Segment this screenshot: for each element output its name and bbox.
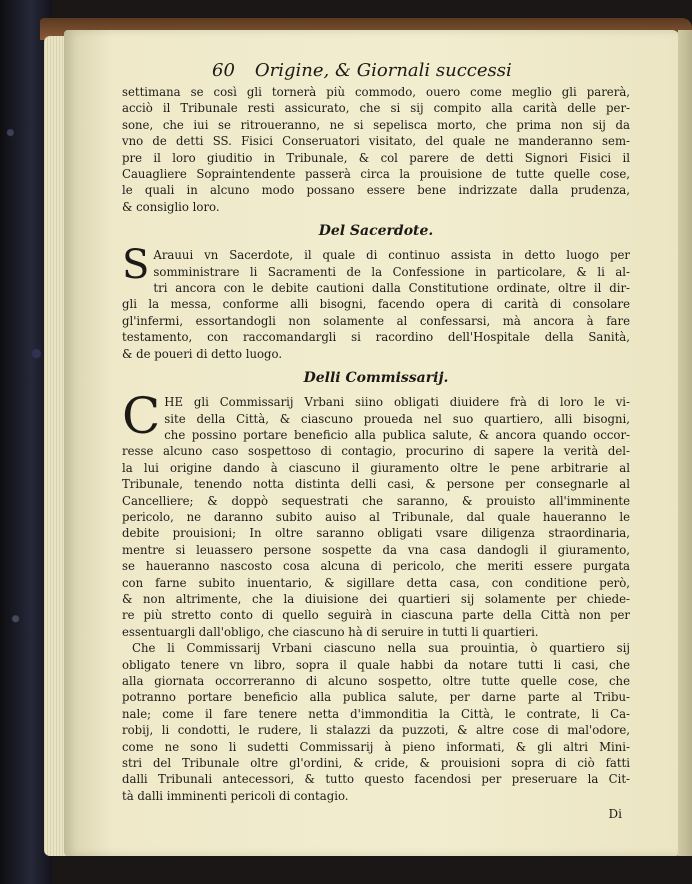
text-line: robij, li condotti, le rudere, li stalazzi da puzzoti, & altre cose di mal'odore, — [122, 723, 630, 738]
text-line: gli la messa, conforme alli bisogni, facendo opera di carità di consolare — [122, 297, 630, 312]
text-line: Tribunale, tenendo notta distinta delli casi, & persone per consegnarle al — [122, 477, 630, 492]
text-line: & non altrimente, che la diuisione dei quartieri sij solamente per chiede- — [122, 591, 630, 606]
text-line: & consiglio loro. — [122, 199, 220, 214]
text-line: vno de detti SS. Fisici Conseruatori visitato, del quale ne manderanno sem- — [122, 134, 630, 149]
text-line: Che li Commissarij Vrbani ciascuno nella sua prouintia, ò quartiero sij — [132, 641, 630, 656]
text-line: nale; come il fare tenere netta d'immonditia la Città, le contrate, li Ca- — [122, 706, 630, 721]
text-line: resse alcuno caso sospettoso di contagio, procurino di sapere la verità del- — [122, 444, 630, 459]
text-line: & de poueri di detto luogo. — [122, 346, 283, 361]
text-line: pericolo, ne daranno subito auiso al Tribunale, dal quale haueranno le — [122, 509, 630, 524]
text-line: con farne subito inuentario, & sigillare detta casa, con conditione però, — [122, 575, 630, 590]
text-line: alla giornata occorreranno di alcuno sospetto, oltre tutte quelle cose, che — [122, 674, 630, 688]
text-line: Cauagliere Sopraintendente passerà circa la prouisione de tutte quelle cose, — [122, 167, 630, 182]
text-line: obligato tenere vn libro, sopra il quale habbi da notare tutti li casi, che — [122, 657, 630, 672]
text-line: potranno portare beneficio alla publica salute, per darne parte al Tribu- — [122, 690, 630, 705]
text-line: site della Città, & ciascuno proueda nel suo quartiero, alli bisogni, — [164, 411, 630, 426]
catchword: Di — [608, 807, 622, 822]
paragraph-commissarij-libro — [122, 640, 630, 804]
intro-paragraph — [122, 84, 630, 215]
text-line: come ne sono li sudetti Commissarij à pieno informati, & gli altri Mini- — [122, 739, 630, 754]
section-commissarij — [122, 387, 630, 804]
text-line: somministrare li Sacramenti de la Confessione in particolare, & li al- — [153, 264, 630, 279]
text-line: tri ancora con le debite cautioni dalla Constitutione ordinate, oltre il dir- — [153, 281, 630, 296]
section-heading-commissarij: Delli Commissarij. — [303, 370, 449, 387]
text-line: la lui origine dando à ciascuno il giuramento oltre le pene arbitrarie al — [122, 460, 630, 475]
text-line: re più stretto conto di quello seguirà in ciascuna parte della Città non per — [122, 608, 630, 623]
text-line: debite prouisioni; In oltre saranno obligati vsare diligenza straordinaria, — [122, 526, 630, 541]
section-heading-sacerdote: Del Sacerdote. — [318, 223, 434, 240]
drop-cap: C — [122, 387, 161, 446]
text-line: Arauui vn Sacerdote, il quale di continuo assista in detto luogo per — [153, 248, 630, 263]
page-number: 60 — [212, 60, 235, 81]
running-title: Origine, & Giornali successi — [254, 60, 512, 81]
text-line: le quali in alcuno modo possano essere bene indrizzate dalla prudenza, — [122, 183, 630, 198]
page-right-edge — [678, 30, 692, 856]
section-sacerdote — [122, 242, 630, 362]
text-line: testamento, con raccomandargli si racordino dell'Hospitale della Sanità, — [122, 330, 630, 345]
text-line: che possino portare beneficio alla publica salute, & ancora quando occor- — [164, 427, 630, 442]
text-line: tà dalli imminenti pericoli di contagio. — [122, 788, 349, 803]
text-line: sone, che iui se ritroueranno, ne si sepelisca morto, che prima non sij da — [122, 117, 630, 132]
text-line: pre il loro giuditio in Tribunale, & col parere de detti Signori Fisici il — [122, 150, 630, 165]
text-line: gl'infermi, essortandogli non solamente al confessarsi, mà ancora à fare — [122, 313, 630, 328]
drop-cap: S — [122, 242, 150, 289]
text-line: Cancelliere; & doppò sequestrati che saranno, & prouisto all'imminente — [122, 493, 630, 508]
text-line: HE gli Commissarij Vrbani siino obligati diuidere frà di loro le vi- — [164, 395, 630, 410]
text-line: se haueranno nascosto cosa alcuna di pericolo, che meriti essere purgata — [122, 559, 630, 574]
text-line: essentuargli dall'obligo, che ciascuno hà di seruire in tutti li quartieri. — [122, 624, 539, 639]
running-header — [212, 60, 630, 82]
page-text — [122, 60, 630, 823]
text-line: dalli Tribunali antecessori, & tutto questo facendosi per preseruare la Cit- — [122, 772, 630, 787]
text-line: mentre si leuassero persone sospette da vna casa dandogli il giuramento, — [122, 542, 630, 557]
text-line: acciò il Tribunale resti assicurato, che si sij compito alla carità delle per- — [122, 101, 630, 116]
text-line: settimana se così gli tornerà più commodo, ouero come meglio gli parerà, — [122, 85, 630, 99]
text-line: stri del Tribunale oltre gl'ordini, & cride, & prouisioni sopra di ciò fatti — [122, 756, 630, 771]
